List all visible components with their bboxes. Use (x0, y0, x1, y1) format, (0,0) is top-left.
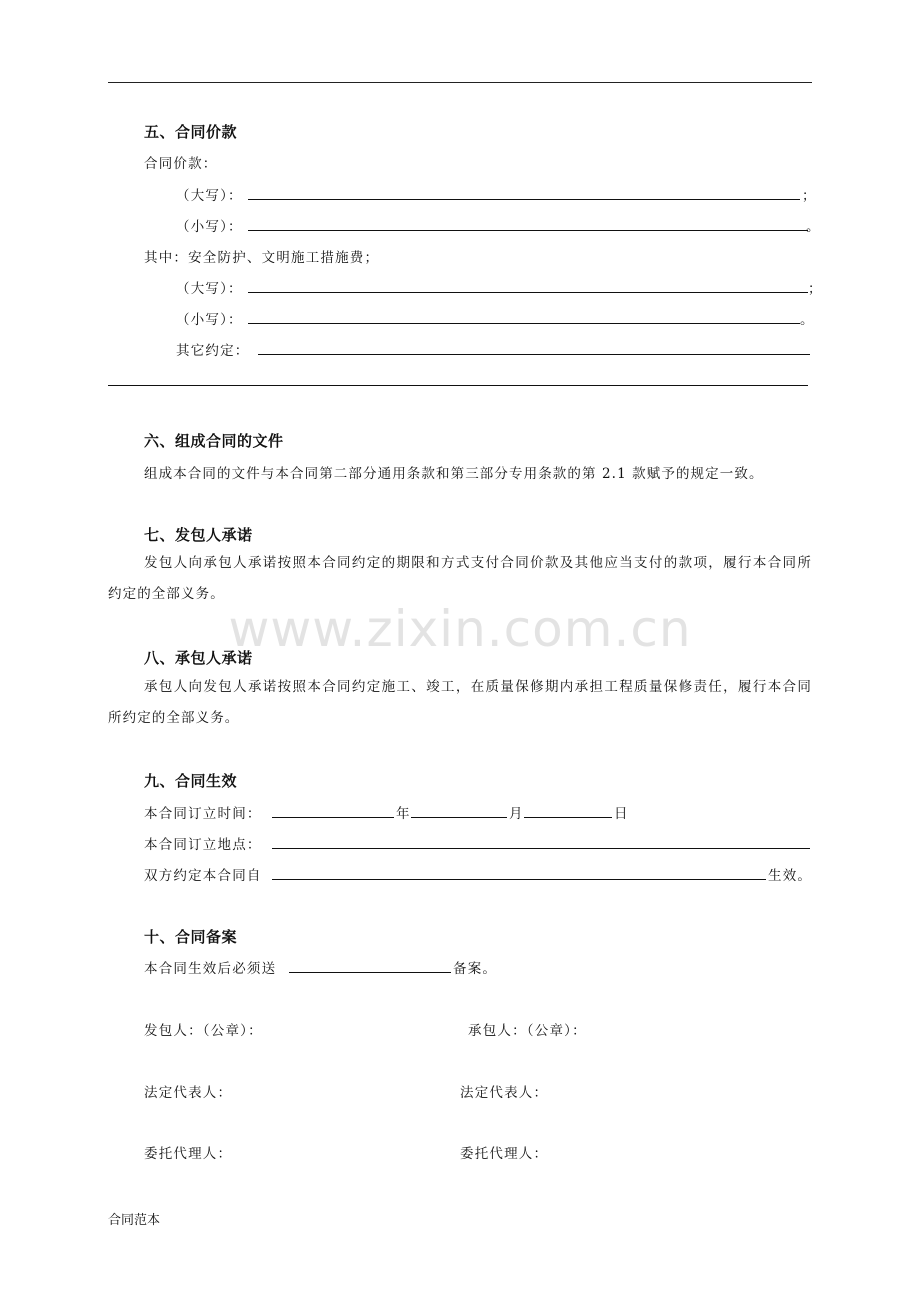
section-7-heading: 七、发包人承诺 (144, 526, 253, 544)
watermark: www.zixin.com.cn (228, 600, 692, 658)
employer-legal-rep-label: 法定代表人： (144, 1085, 233, 1101)
signing-place-field[interactable] (272, 848, 810, 849)
effective-condition-field[interactable] (272, 879, 766, 880)
price-lower-field[interactable] (248, 230, 808, 231)
price-lower-end: 。 (806, 219, 821, 235)
safety-lower-end: 。 (800, 312, 815, 328)
price-upper-field[interactable] (248, 199, 800, 200)
page-footer: 合同范本 (108, 1213, 161, 1228)
filing-suffix: 备案。 (453, 961, 498, 977)
signing-day-field[interactable] (524, 817, 612, 818)
other-terms-label: 其它约定： (176, 343, 250, 359)
employer-agent-label: 委托代理人： (144, 1146, 233, 1162)
safety-upper-field[interactable] (248, 292, 808, 293)
contractor-legal-rep-label: 法定代表人： (460, 1085, 549, 1101)
header-rule (108, 82, 812, 83)
contractor-agent-label: 委托代理人： (460, 1146, 549, 1162)
section-9-heading: 九、合同生效 (144, 772, 238, 790)
section-8-heading: 八、承包人承诺 (144, 649, 253, 667)
filing-authority-field[interactable] (289, 972, 451, 973)
price-lower-label: （小写）： (176, 219, 243, 235)
other-terms-field-line2[interactable] (108, 385, 808, 386)
section-5-heading: 五、合同价款 (144, 123, 238, 141)
signing-year-field[interactable] (272, 817, 394, 818)
signing-place-label: 本合同订立地点： (144, 837, 262, 853)
section-7-text: 发包人向承包人承诺按照本合同约定的期限和方式支付合同价款及其他应当支付的款项，履行本合同所约定的全部义务。 (108, 555, 812, 602)
safety-fee-label: 其中：安全防护、文明施工措施费； (144, 250, 380, 266)
safety-upper-label: （大写）： (176, 281, 243, 297)
effective-prefix: 双方约定本合同自 (144, 868, 262, 884)
contractor-seal-label: 承包人：（公章）： (468, 1023, 587, 1039)
other-terms-field[interactable] (258, 354, 810, 355)
safety-lower-label: （小写）： (176, 312, 243, 328)
signing-time-label: 本合同订立时间： (144, 806, 262, 822)
section-6-heading: 六、组成合同的文件 (144, 432, 284, 450)
signing-month-field[interactable] (411, 817, 507, 818)
month-label: 月 (509, 806, 524, 822)
filing-prefix: 本合同生效后必须送 (144, 961, 277, 977)
section-6-text: 组成本合同的文件与本合同第二部分通用条款和第三部分专用条款的第 2.1 款赋予的规定一致。 (144, 466, 764, 482)
effective-suffix: 生效。 (768, 868, 813, 884)
price-upper-end: ； (802, 188, 817, 204)
section-8-text: 承包人向发包人承诺按照本合同约定施工、竣工，在质量保修期内承担工程质量保修责任，履行本合同所约定的全部义务。 (108, 679, 812, 726)
contract-price-label: 合同价款： (144, 156, 218, 172)
day-label: 日 (614, 806, 629, 822)
employer-seal-label: 发包人：（公章）： (144, 1023, 263, 1039)
year-label: 年 (396, 806, 411, 822)
safety-lower-field[interactable] (248, 323, 800, 324)
safety-upper-end: ； (808, 281, 823, 297)
section-10-heading: 十、合同备案 (144, 928, 238, 946)
price-upper-label: （大写）： (176, 188, 243, 204)
